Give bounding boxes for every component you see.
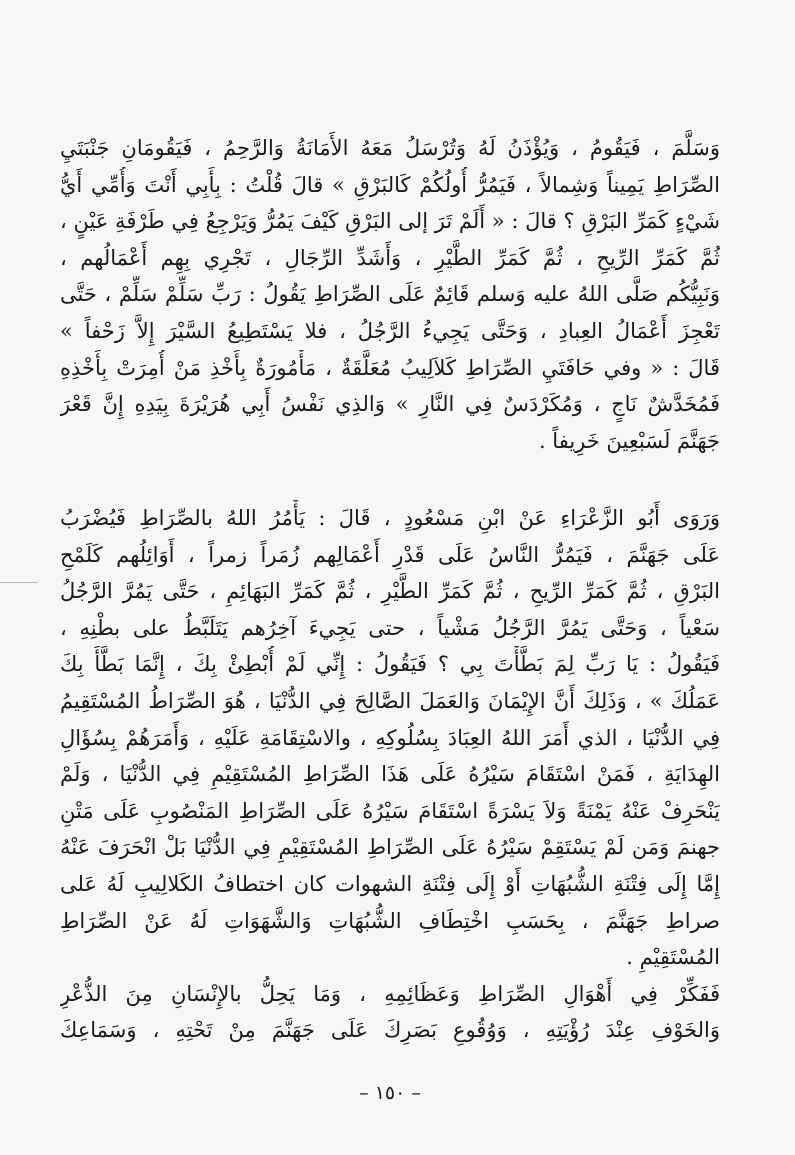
text-line: البَرْقِ ، ثُمَّ كَمَرِّ الرِّيحِ ، ثُمَّ كَمَرِّ الطَّيْرِ ، ثُمَّ كَمَرِّ البَهَائِمِ ، حَتَّى يَمُرَّ الرَّجُلُ: [60, 579, 720, 604]
text-line: شَيْءٍ كَمَرِّ البَرْقِ ؟ قالَ : « أَلَمْ تَرَ إلى البَرْقِ كَيْفَ يَمُرُّ وَيَرْجِعُ فِي طَرْفَةِ عَيْنٍ ،: [60, 209, 720, 234]
document-page: [60, 0, 720, 1155]
text-line: وَسَلَّمَ ، فَيَقُومُ ، وَيُؤْذَنُ لَهُ وَتُرْسَلُ مَعَهُ الأَمَانَةُ وَالرَّحِمُ ، فَيَقُومَانِ جَنْبَتَيِ: [60, 136, 720, 160]
text-line: المُسْتَقِيْمِ .: [626, 945, 720, 970]
text-line: يَنْحَرِفْ عَنْهُ يَمْنَةً وَلاَ يَسْرَةً اسْتَقَامَ سَيْرُهُ عَلَى الصِّرَاطِ المَنْصُوبِ عَلَى مَتْنِ: [60, 798, 720, 823]
text-line: سَعْياً ، وَحَتَّى يَمُرَّ الرَّجُلُ مَشْياً ، حتى يَجِيءَ آخِرُهم يَتَلَبَّطُ على بطْنِهِ ،: [60, 615, 720, 640]
page-number: – ١٥٠ –: [359, 1082, 421, 1104]
text-line: فَمُخَدَّشٌ نَاجٍ ، وَمُكَرْدَسٌ فِي النَّارِ » وَالذِي نَفْسُ أَبِي هُرَيْرَةَ بِيَدِهِ إِنَّ قَعْرَ: [60, 392, 720, 417]
text-line: فَيَقُولُ : يَا رَبِّ لِمَ بَطَّأْتَ بِي ؟ فَيَقُولُ : إِنِّي لَمْ أُبْطِئْ بِكَ ، إِنَّمَا بَطَّأَ بِكَ: [60, 652, 720, 677]
text-line: فِي الدُّنْيَا ، الذي أَمَرَ اللهُ العِبَادَ بِسُلُوكِهِ ، والاسْتِقَامَةِ عَلَيْهِ ، وَأَمَرَهُمْ بِسُؤَالِ: [60, 725, 720, 750]
text-line: وَنَبِيُّكُم صَلَّى اللهُ عليه وَسلم قَائِمٌ عَلَى الصِّرَاطِ يَقُولُ : رَبِّ سَلِّمْ سَلِّمْ ، حَتَّى: [60, 282, 720, 307]
text-line: وَالخَوْفِ عِنْدَ رُؤْيَتِهِ ، وَوُقُوعِ بَصَرِكَ عَلَى جَهَنَّمَ مِنْ تَحْتِهِ ، وَسَمَاعِكَ: [60, 1018, 720, 1043]
text-line: ثُمَّ كَمَرِّ الرِّيحِ ، ثُمَّ كَمَرِّ الطَّيْرِ ، وَأَشَدِّ الرِّجَالِ ، تَجْرِي بِهِم أَعْمَالُهم ،: [60, 245, 720, 270]
paragraph-hadith: [60, 130, 720, 459]
text-line: قَالَ : « وفي حَافَتَيِ الصِّرَاطِ كَلاَلِيبُ مُعَلَّقَةٌ ، مَأْمُورَةٌ بِأَخْذِ مَنْ أُمِرَتْ بِأَخْذِهِ: [60, 355, 720, 380]
text-line: الصِّرَاطِ يَمِيناً وَشِمالاً ، فَيَمُرُّ أُولُكُمْ كَالبَرْقِ » قالَ قُلْتُ : بِأَبِي أَنْتَ وَأُمِّي أَيُّ: [60, 172, 720, 197]
text-line: إِمَّا إِلَى فِتْنَةِ الشُّبُهَاتِ أَوْ إِلَى فِتْنَةِ الشهوات كان اختطافُ الكَلالِيبِ لَهُ عَلى: [60, 871, 720, 896]
text-line: جَهَنَّمَ لَسَبْعِينَ خَرِيفاً .: [538, 428, 720, 453]
scan-artifact-line: [0, 582, 38, 583]
text-line: عَلَى جَهَنَّمَ ، فَيَمُرُّ النَّاسُ عَلَى قَدْرِ أَعْمَالِهم زُمَراً زمراً ، أَوَائِلُهم كَلَمْحِ: [60, 542, 720, 567]
text-line: وَرَوَى أَبُو الزَّعْرَاءِ عَنْ ابْنِ مَسْعُودٍ ، قَالَ : يَأْمُرُ اللهُ بالصِّرَاطِ فَيُضْرَبُ: [60, 506, 720, 530]
text-line: صراطِ جَهَنَّمَ ، بِحَسَبِ اخْتِطَافِ الشُّبُهَاتِ وَالشَّهَوَاتِ لَهُ عَنْ الصِّرَاطِ: [60, 908, 720, 933]
text-line: تَعْجِزَ أَعْمَالُ العِبادِ ، وَحَتَّى يَجِيءُ الرَّجُلُ ، فلا يَسْتَطِيعُ السَّيْرَ إِلاَّ زَحْفاً »: [60, 318, 720, 343]
text-line: عَمَلُكَ » ، وَذَلِكَ أَنَّ الإِيْمَانَ وَالعَمَلَ الصَّالِحَ فِي الدُّنْيَا ، هُوَ الصِّرَاطُ المُسْتَقِيمُ: [60, 688, 720, 713]
text-line: الهِدَايَةِ ، فَمَنْ اسْتَقَامَ سَيْرُهُ عَلَى هَذَا الصِّرَاطِ المُسْتَقِيْمِ فِي الدُّنْيَا ، وَلَمْ: [60, 762, 720, 787]
text-line: جهنمَ وَمَن لَمْ يَسْتَقِمْ سَيْرُهُ عَلَى الصِّرَاطِ المُسْتَقِيْمِ فِي الدُّنْيَا بَلْ انْحَرَفَ عَنْهُ: [60, 835, 720, 860]
paragraph-narration: [60, 500, 720, 1049]
text-line: فَفَكِّرْ فِي أَهْوَالِ الصِّرَاطِ وَعَظَائِمِهِ ، وَمَا يَحِلُّ بالإِنْسَانِ مِنَ الذُّعْرِ: [60, 981, 720, 1006]
